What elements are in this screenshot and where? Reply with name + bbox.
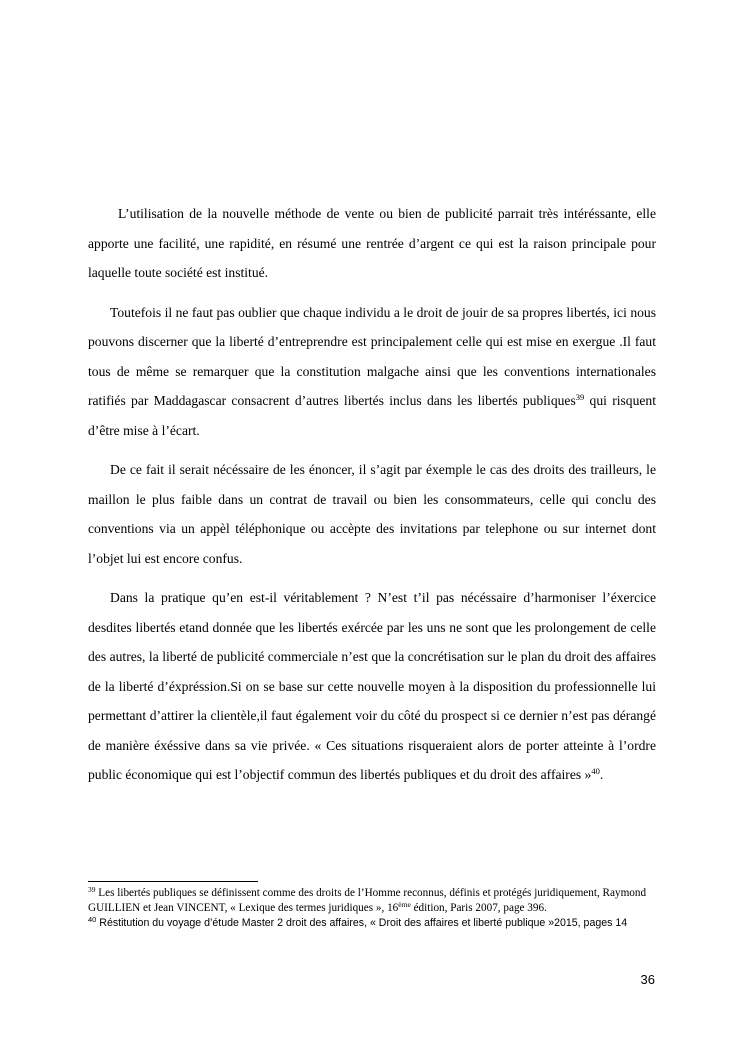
paragraph-text: qui risquent d’être mise à l’écart.	[88, 393, 656, 438]
footnote-text: Réstitution du voyage d’étude Master 2 droit des affaires, « Droit des affaires et liberté publique »2015, pages 14	[96, 917, 628, 929]
ordinal-suffix: ème	[398, 900, 411, 909]
footnote-separator	[88, 881, 258, 882]
paragraph-text: Toutefois il ne faut pas oublier que chaque individu a le droit de jouir de sa propres libertés, ici nous pouvons discerner que la liberté d’entreprendre est principalement celle qui est mise en exergue .Il faut tous de même se remarquer que la constitution malgache ainsi que les conventions internationales ratifiés par Maddagascar consacrent d’autres libertés inclus dans les libertés publiques	[88, 304, 656, 408]
paragraph-text: Dans la pratique qu’en est-il véritablement ? N’est t’il pas nécéssaire d’harmoniser l’éxercice desdites libertés etand donnée que les libertés exércée par les uns ne sont que les prolongement de celle des autres, la liberté de publicité commerciale n’est que la concrétisation sur le plan du droit des affaires de la liberté d’éxpréssion.Si on se base sur cette nouvelle moyen à la disposition du professionnelle lui permettant d’attirer la clientèle,il faut également voir du côté du prospect si ce dernier n’est pas dérangé de manière éxéssive dans sa vie privée. « Ces situations risqueraient alors de porter atteinte à l’ordre public économique qui est l’objectif commun des libertés publiques et du droit des affaires »	[88, 590, 656, 782]
footnote-ref-39[interactable]: 39	[575, 392, 585, 402]
paragraph-2	[88, 298, 656, 446]
footnote-text: édition, Paris 2007, page 396.	[410, 902, 547, 914]
paragraph-3	[88, 455, 656, 573]
paragraph-text: .	[599, 767, 604, 782]
paragraph-1	[88, 199, 656, 288]
paragraph-4	[88, 583, 656, 790]
body-text	[88, 199, 656, 800]
footnote-number: 39	[88, 885, 96, 894]
footnotes	[88, 886, 656, 932]
footnote-text: Les libertés publiques se définissent comme des droits de l’Homme reconnus, définis et protégés juridiquement, Raymond GUILLIEN et Jean VINCENT, « Lexique des termes juridiques », 16	[88, 887, 647, 914]
footnote-number: 40	[88, 915, 97, 924]
footnote-40	[88, 916, 656, 932]
page-number: 36	[640, 972, 655, 987]
footnote-39	[88, 886, 656, 916]
footnote-ref-40[interactable]: 40	[591, 766, 600, 776]
paragraph-text: De ce fait il serait nécéssaire de les énoncer, il s’agit par éxemple le cas des droits des trailleurs, le maillon le plus faible dans un contrat de travail ou bien les consommateurs, celle qui conclu des conventions via un appèl téléphonique ou accèpte des invitations par telephone ou sur internet dont l’objet lui est encore confus.	[88, 462, 656, 566]
paragraph-text: L’utilisation de la nouvelle méthode de vente ou bien de publicité parrait très intéréssante, elle apporte une facilité, une rapidité, en résumé une rentrée d’argent ce qui est la raison principale pour laquelle toute société est institué.	[88, 206, 656, 280]
